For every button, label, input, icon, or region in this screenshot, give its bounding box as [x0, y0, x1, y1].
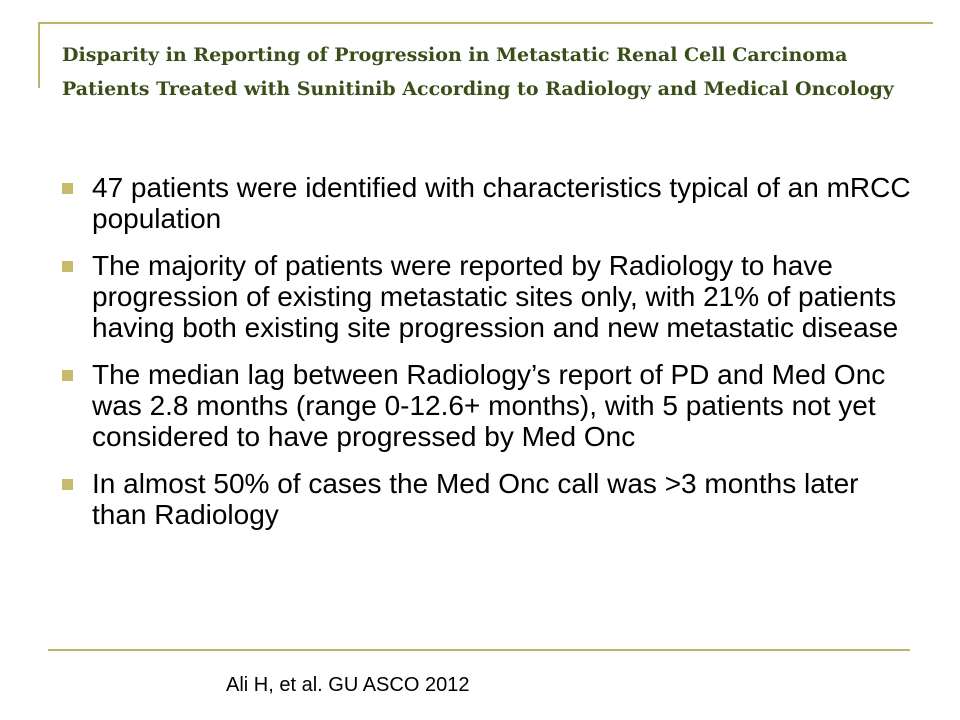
bullet-item	[62, 359, 912, 452]
square-bullet-icon	[62, 479, 73, 490]
bullet-item	[62, 172, 912, 234]
left-accent-line	[38, 22, 40, 88]
slide-title: Disparity in Reporting of Progression in Metastatic Renal Cell Carcinoma Patients Treated with Sunitinib According to Radiology and Medical Oncology	[62, 44, 894, 100]
citation: Ali H, et al. GU ASCO 2012	[226, 674, 470, 696]
square-bullet-icon	[62, 370, 73, 381]
bullet-text: In almost 50% of cases the Med Onc call was >3 months later than Radiology	[92, 468, 859, 530]
bullet-text: The median lag between Radiology’s report of PD and Med Onc was 2.8 months (range 0-12.6+ months), with 5 patients not yet considered to have progressed by Med Onc	[92, 359, 886, 452]
bullet-text: The majority of patients were reported by Radiology to have progression of existing metastatic sites only, with 21% of patients having both existing site progression and new metastatic disease	[92, 250, 899, 343]
bullet-text: 47 patients were identified with characteristics typical of an mRCC population	[92, 172, 911, 234]
bullet-list	[62, 172, 912, 546]
bullet-item	[62, 250, 912, 343]
bullet-item	[62, 468, 912, 530]
square-bullet-icon	[62, 183, 73, 194]
bottom-divider-line	[48, 649, 910, 651]
square-bullet-icon	[62, 261, 73, 272]
top-divider-line	[38, 22, 933, 24]
